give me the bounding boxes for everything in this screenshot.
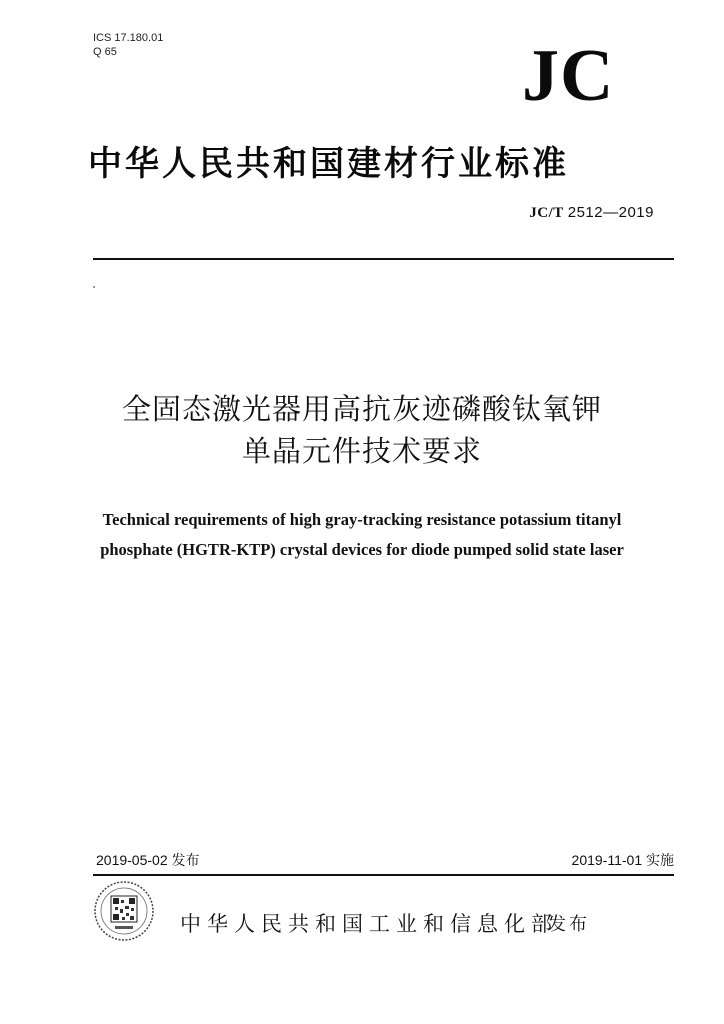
english-title-line-1: Technical requirements of high gray-tracking resistance potassium titanyl [102,510,622,529]
chinese-title [0,388,724,472]
issuing-authority: 中华人民共和国工业和信息化部 [180,912,558,936]
anti-counterfeit-seal-icon [93,880,155,942]
ccs-code: Q 65 [93,46,117,58]
scan-speck [93,286,95,288]
standard-prefix: JC/T [529,205,564,221]
ics-code: ICS 17.180.01 [93,32,164,44]
jc-logo: JC [522,35,615,117]
bottom-divider [93,874,674,876]
english-title-line-2: phosphate (HGTR-KTP) crystal devices for diode pumped solid state laser [100,540,624,559]
chinese-title-line-2: 单晶元件技术要求 [241,434,482,468]
org-title: 中华人民共和国建材行业标准 [88,144,569,184]
standard-number-value: 2512—2019 [567,204,654,221]
issue-date: 2019-05-02 发布 [96,852,200,868]
top-divider [93,258,674,260]
standard-number [529,204,654,222]
chinese-title-line-1: 全固态激光器用高抗灰迹磷酸钛氧钾 [121,392,602,426]
implement-date: 2019-11-01 实施 [571,852,674,868]
issue-verb: 发布 [548,914,590,935]
classification-codes [93,31,163,59]
english-title [0,505,724,565]
